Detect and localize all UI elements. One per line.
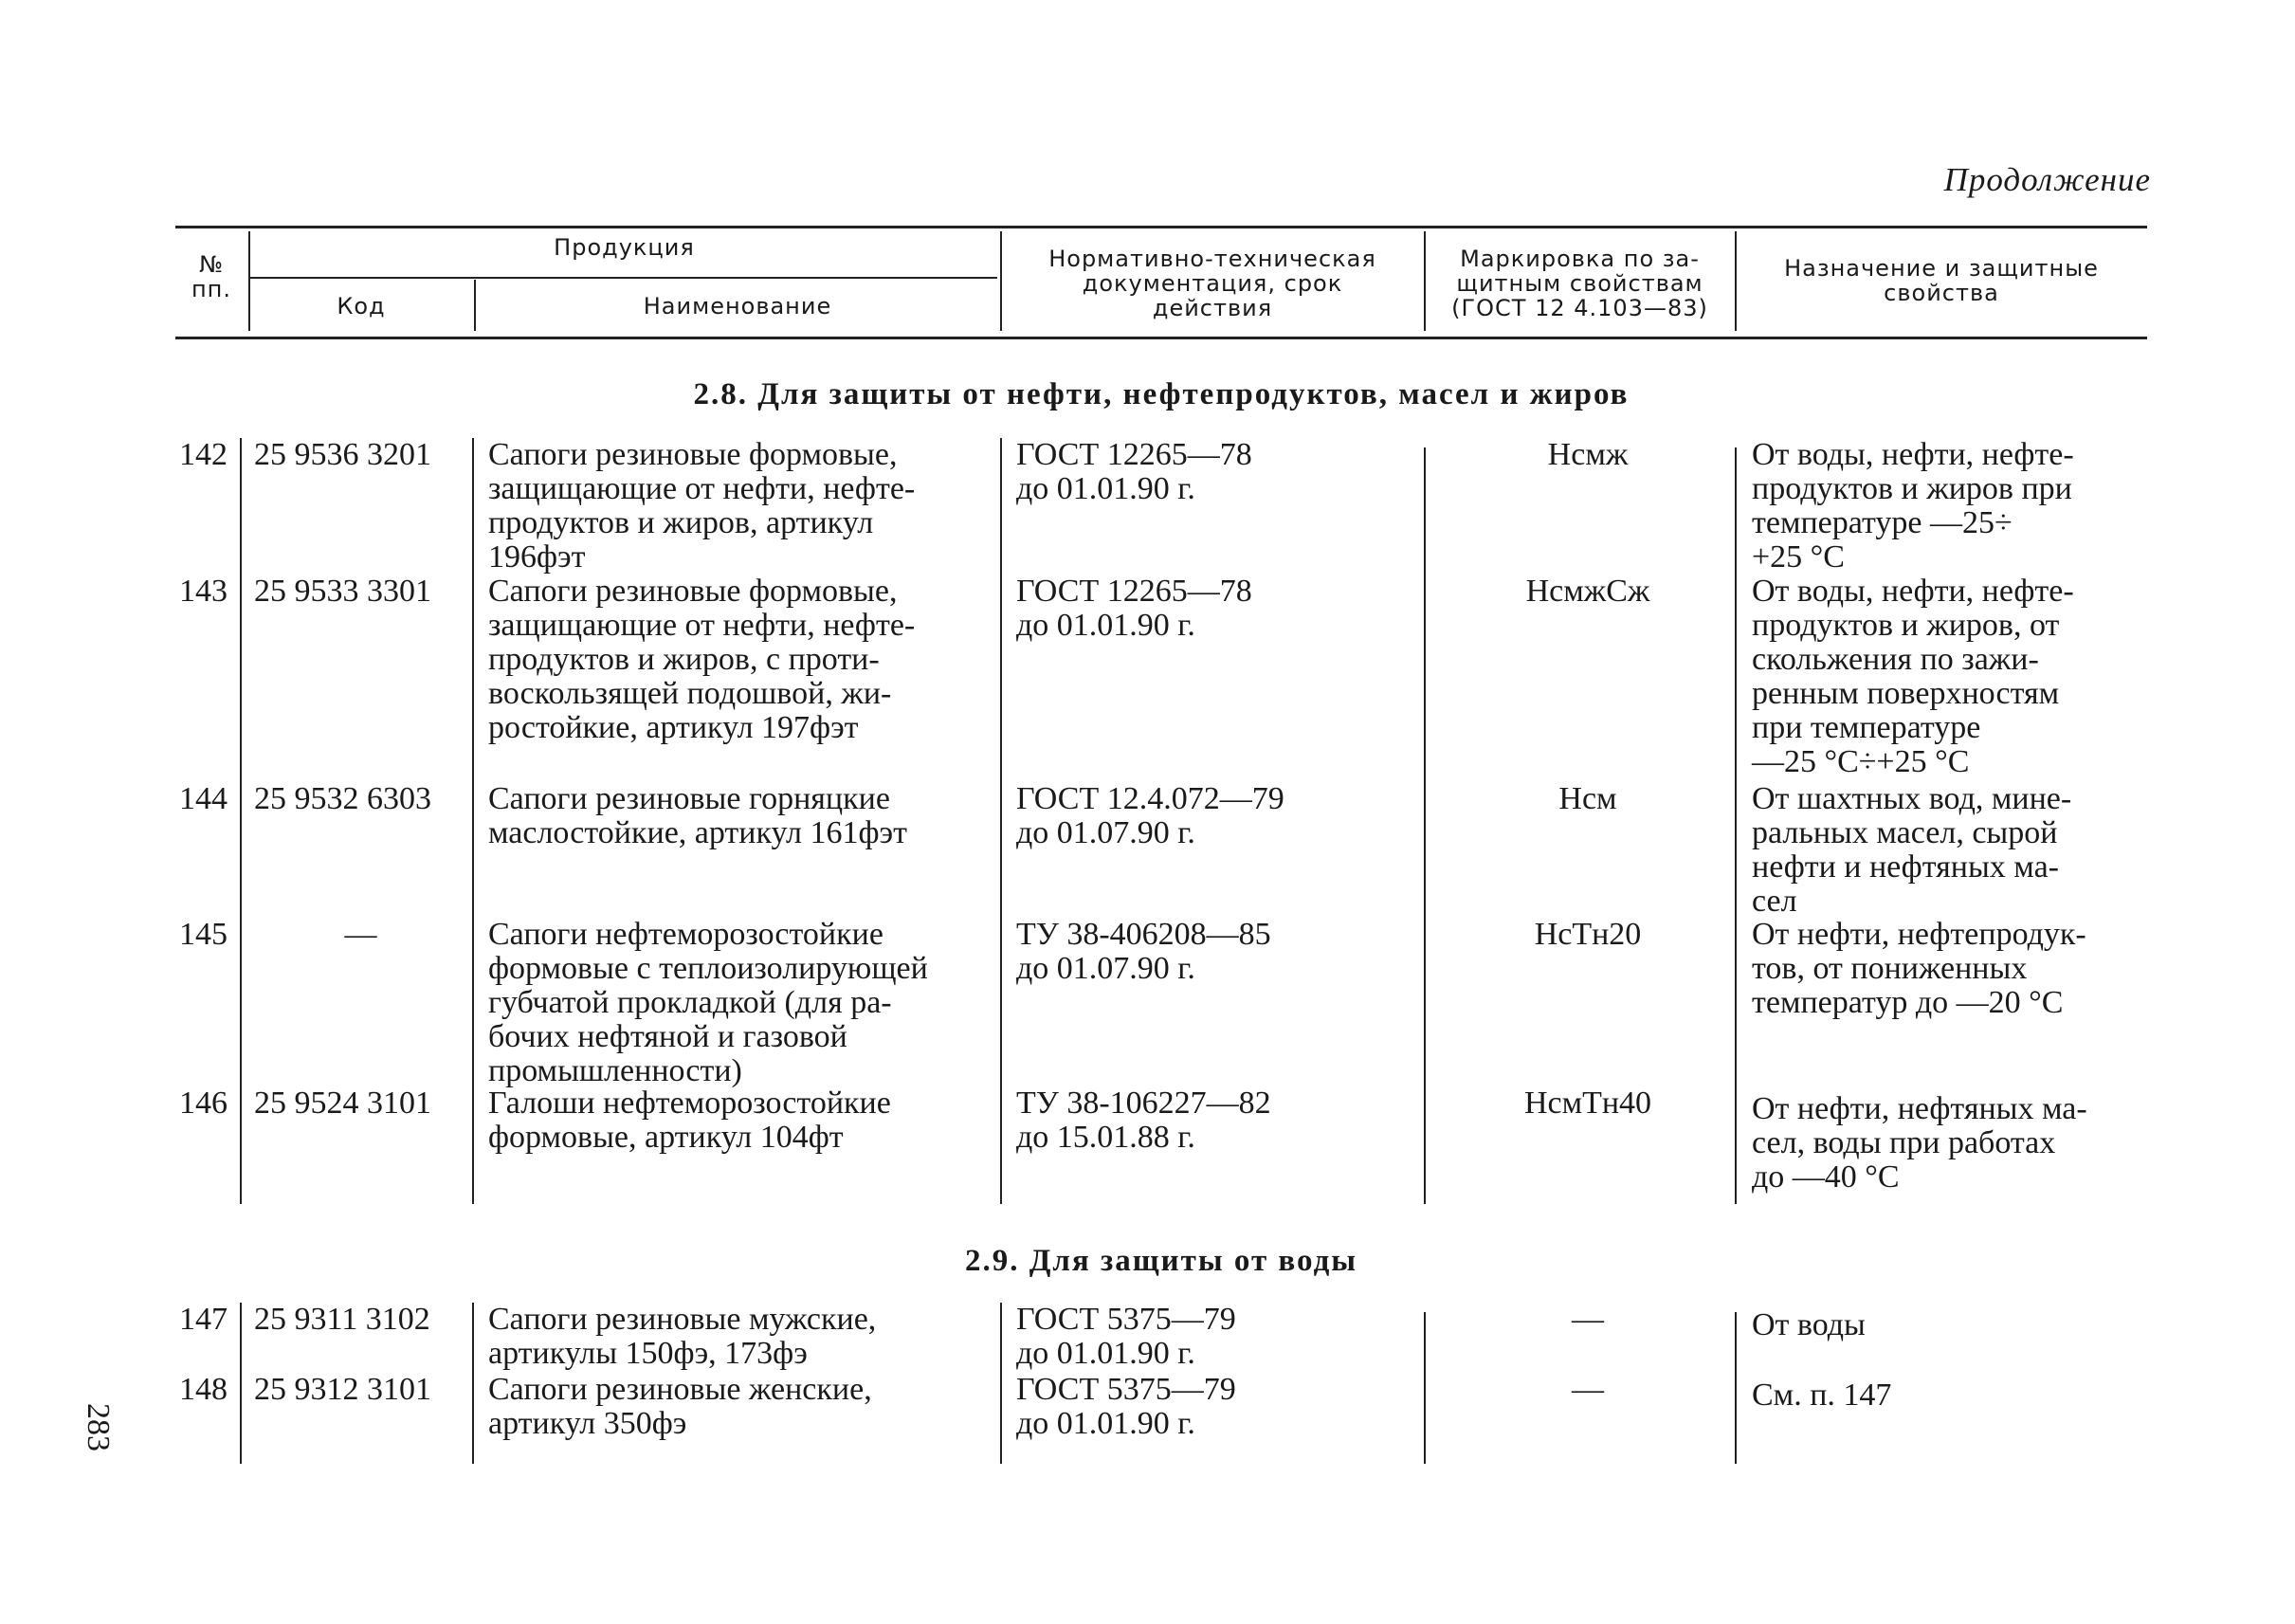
row-purpose: От воды, нефти, нефте- продуктов и жиров, от скольжения по зажи- ренным поверхностям при температуре —25 °С÷+25 °С (1752, 574, 2074, 779)
row-num: 144 (179, 781, 228, 816)
row-name: Сапоги резиновые формовые, защищающие от нефти, нефте- продуктов и жиров, с проти- воскользящей подошвой, жи- ростойкие, артикул 197фэт (488, 574, 916, 745)
row-name: Сапоги резиновые мужские, артикулы 150фэ, 173фэ (488, 1302, 877, 1371)
row-mark: Нсм (1558, 781, 1617, 816)
row-num: 147 (179, 1302, 228, 1337)
column-divider (1000, 438, 1002, 1204)
row-mark: НсмТн40 (1523, 1086, 1652, 1121)
column-divider (1424, 447, 1426, 1204)
header-bottom-rule (175, 337, 2147, 339)
row-doc: ГОСТ 5375—79 до 01.01.90 г. (1016, 1372, 1236, 1441)
column-divider (472, 438, 474, 1204)
column-divider (1735, 1312, 1737, 1464)
header-mark: Маркировка по за- щитным свойствам (ГОСТ 12 4.103—83) (1451, 246, 1708, 321)
header-name: Наименование (643, 293, 832, 319)
header-divider (474, 280, 476, 331)
row-mark: — (1572, 1372, 1604, 1407)
header-divider (1735, 231, 1737, 331)
row-code: 25 9536 3201 (254, 437, 431, 472)
row-num: 145 (179, 917, 228, 952)
product-subheader-rule (248, 277, 997, 279)
row-mark: НсТн20 (1534, 917, 1642, 952)
row-purpose: От воды, нефти, нефте- продуктов и жиров при температуре —25÷ +25 °С (1752, 437, 2074, 575)
column-divider (240, 1303, 242, 1464)
row-name: Галоши нефтеморозостойкие формовые, артикул 104фт (488, 1086, 891, 1155)
row-mark: — (1572, 1302, 1604, 1337)
row-name: Сапоги резиновые женские, артикул 350фэ (488, 1372, 872, 1441)
column-divider (472, 1303, 474, 1464)
row-purpose: От нефти, нефтяных ма- сел, воды при работах до —40 °С (1752, 1091, 2087, 1195)
header-purpose: Назначение и защитные свойства (1784, 255, 2099, 306)
page-number: 283 (81, 1403, 116, 1451)
header-num: № пп. (191, 251, 231, 302)
section-title: 2.9. Для защиты от воды (964, 1244, 1358, 1278)
row-purpose: От шахтных вод, мине- ральных масел, сырой нефти и нефтяных ма- сел (1752, 781, 2072, 919)
column-divider (1735, 447, 1737, 1204)
header-divider (1000, 231, 1002, 331)
row-num: 146 (179, 1086, 228, 1121)
row-name: Сапоги нефтеморозостойкие формовые с теплоизолирующей губчатой прокладкой (для ра- бочих нефтяной и газовой промышленности) (488, 917, 928, 1088)
row-code: 25 9533 3301 (254, 574, 431, 609)
row-name: Сапоги резиновые горняцкие маслостойкие, артикул 161фэт (488, 781, 907, 850)
row-mark: НсмжСж (1525, 574, 1650, 609)
row-code: 25 9312 3101 (254, 1372, 431, 1407)
row-purpose: От воды (1752, 1307, 1866, 1342)
column-divider (240, 438, 242, 1204)
row-purpose: См. п. 147 (1752, 1378, 1892, 1413)
row-num: 142 (179, 437, 228, 472)
header-doc: Нормативно-техническая документация, срок действия (1048, 246, 1376, 321)
continued-label: Продолжение (1943, 161, 2151, 198)
column-divider (1424, 1312, 1426, 1464)
row-name: Сапоги резиновые формовые, защищающие от нефти, нефте- продуктов и жиров, артикул 196фэт (488, 437, 916, 575)
row-code: 25 9311 3102 (254, 1302, 430, 1337)
header-product: Продукция (554, 234, 695, 261)
row-code: 25 9532 6303 (254, 781, 431, 816)
row-code: 25 9524 3101 (254, 1086, 431, 1121)
row-num: 148 (179, 1372, 228, 1407)
section-title: 2.8. Для защиты от нефти, нефтепродуктов, масел и жиров (693, 377, 1630, 411)
row-doc: ГОСТ 12.4.072—79 до 01.07.90 г. (1016, 781, 1284, 850)
row-purpose: От нефти, нефтепродук- тов, от пониженных температур до —20 °С (1752, 917, 2086, 1020)
row-doc: ГОСТ 12265—78 до 01.01.90 г. (1016, 437, 1252, 506)
row-mark: Нсмж (1547, 437, 1629, 472)
header-divider (1424, 231, 1426, 331)
header-code: Код (337, 293, 386, 319)
table-top-rule (175, 226, 2147, 228)
column-divider (1000, 1303, 1002, 1464)
header-divider (248, 231, 250, 331)
row-doc: ТУ 38-106227—82 до 15.01.88 г. (1016, 1086, 1271, 1155)
row-code: — (344, 917, 377, 952)
row-doc: ТУ 38-406208—85 до 01.07.90 г. (1016, 917, 1271, 986)
row-num: 143 (179, 574, 228, 609)
row-doc: ГОСТ 5375—79 до 01.01.90 г. (1016, 1302, 1236, 1371)
row-doc: ГОСТ 12265—78 до 01.01.90 г. (1016, 574, 1252, 643)
